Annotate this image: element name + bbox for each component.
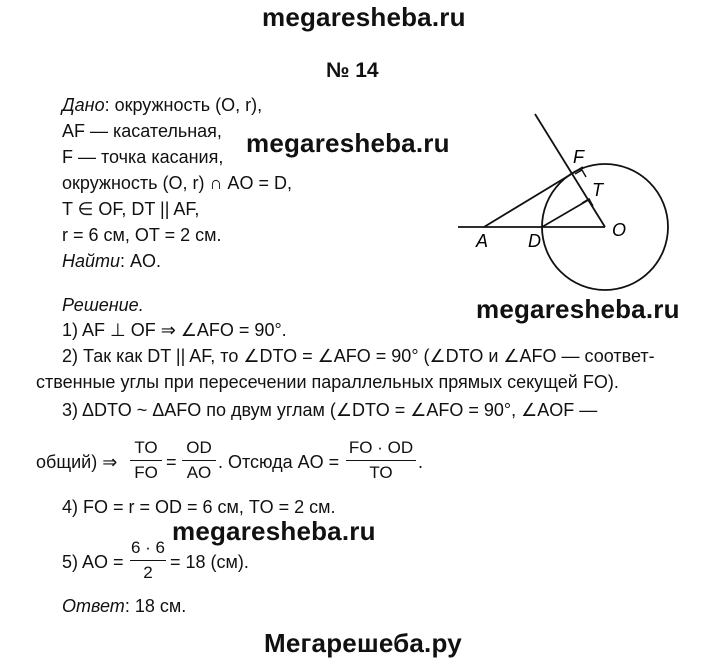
step-5-suffix: = 18 (см). <box>170 552 249 572</box>
step-3-period: . <box>418 452 424 472</box>
given-line-2: AF — касательная, <box>62 121 222 141</box>
step-1: 1) AF ⊥ OF ⇒ ∠AFO = 90°. <box>62 320 287 340</box>
label-o: O <box>612 220 627 240</box>
answer-line <box>62 596 186 617</box>
fraction-od-ao: OD AO <box>182 437 216 484</box>
equals-sign: = <box>166 452 177 472</box>
fraction-6-6-2: 6 · 6 2 <box>130 538 166 582</box>
step-5-prefix: 5) AO = <box>62 552 124 572</box>
given-line-1: Дано: окружность (O, r), <box>62 95 263 115</box>
step-3-line-1: 3) ΔDTO ~ ΔAFO по двум углам (∠DTO = ∠AFO = 90°, ∠AOF — <box>62 400 598 420</box>
site-watermark-lower: megaresheba.ru <box>172 516 376 546</box>
given-line-6: r = 6 см, OT = 2 см. <box>62 225 222 245</box>
problem-number: № 14 <box>326 59 379 82</box>
answer-value: : 18 см. <box>124 596 187 616</box>
given-line-3: F — точка касания, <box>62 147 224 167</box>
site-watermark-top: megaresheba.ru <box>262 2 466 32</box>
solution-label: Решение. <box>62 295 144 315</box>
label-t: T <box>592 180 603 200</box>
line-af <box>484 167 583 227</box>
site-watermark-right: megaresheba.ru <box>476 294 680 324</box>
step-3-prefix: общий) ⇒ <box>36 452 118 472</box>
step-4: 4) FO = r = OD = 6 см, TO = 2 см. <box>62 497 336 517</box>
step-3-mid: . Отсюда AO = <box>218 452 340 472</box>
label-f: F <box>573 147 584 167</box>
answer-label: Ответ <box>62 596 125 616</box>
fraction-to-fo: TO FO <box>130 437 162 484</box>
given-label: Дано <box>62 95 105 115</box>
step-2-line-1: 2) Так как DT || AF, то ∠DTO = ∠AFO = 90° (∠DTO и ∠AFO — соответ- <box>62 346 655 366</box>
step-2-line-2: ственные углы при пересечении параллельных прямых секущей FO). <box>36 372 619 392</box>
find-line: Найти: AO. <box>62 251 162 271</box>
given-line-4: окружность (O, r) ∩ AO = D, <box>62 173 292 193</box>
fraction-fo-od-to: FO · OD TO <box>346 437 416 484</box>
find-label: Найти <box>62 251 121 271</box>
given-line-5: T ∈ OF, DT || AF, <box>62 199 200 219</box>
site-footer: Мегарешеба.ру <box>264 628 462 658</box>
label-a: A <box>476 231 489 251</box>
label-d: D <box>528 231 541 251</box>
site-watermark-mid: megaresheba.ru <box>246 128 450 158</box>
